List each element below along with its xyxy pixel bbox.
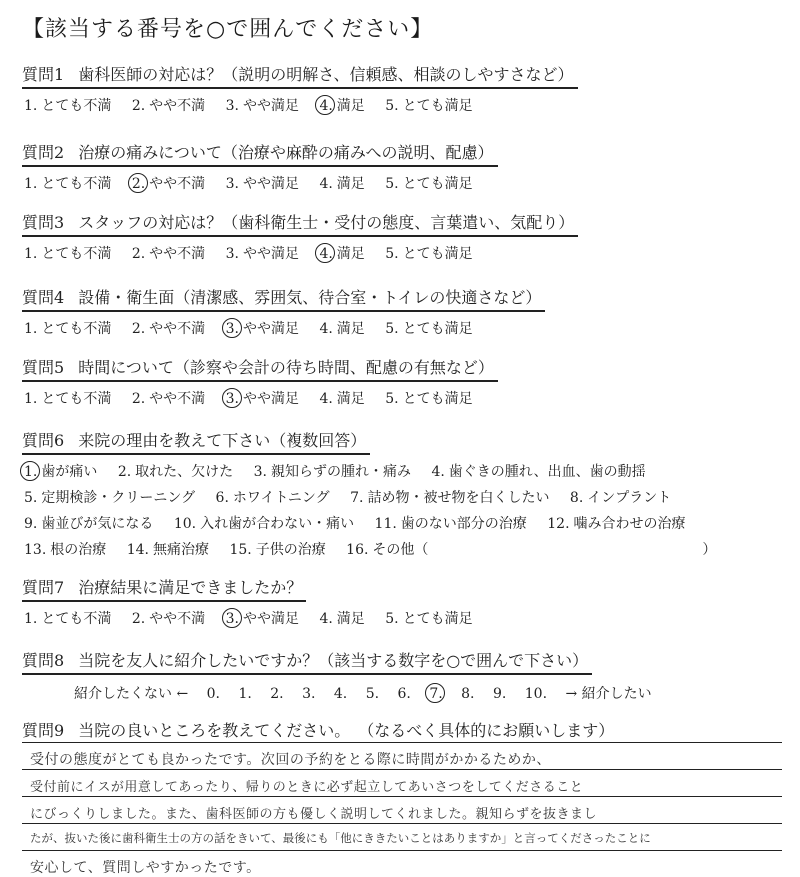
option-1[interactable]: 1. とても不満 — [24, 176, 112, 192]
reason-row — [24, 513, 716, 533]
reason-7[interactable]: 7. 詰め物・被せ物を白くしたい — [350, 490, 550, 506]
option-1[interactable]: 1. とても不満 — [24, 321, 112, 337]
reason-2[interactable]: 2. 取れた、欠けた — [117, 464, 234, 480]
scale-5[interactable]: 5. — [365, 686, 380, 702]
option-5[interactable]: 5. とても満足 — [385, 98, 473, 114]
option-4[interactable]: 4. 満足 — [319, 391, 365, 407]
reason-10[interactable]: 10. 入れ歯が合わない・痛い — [173, 516, 355, 532]
option-3-selected[interactable]: 3. やや満足 — [225, 321, 299, 337]
question-number: 質問8 — [22, 651, 65, 670]
option-2[interactable]: 2. やや不満 — [131, 98, 206, 114]
question-number: 質問4 — [22, 288, 65, 307]
question-2 — [22, 140, 498, 193]
question-number: 質問7 — [22, 578, 65, 597]
option-2[interactable]: 2. やや不満 — [131, 321, 206, 337]
reason-8[interactable]: 8. インプラント — [569, 490, 672, 506]
question-note: （なるべく具体的にお願いします） — [366, 721, 615, 740]
reason-13[interactable]: 13. 根の治療 — [24, 542, 107, 558]
reason-6[interactable]: 6. ホワイトニング — [215, 490, 330, 506]
question-title — [22, 648, 592, 675]
question-7 — [22, 575, 489, 628]
question-5 — [22, 355, 498, 408]
question-text: 治療の痛みについて（治療や麻酔の痛みへの説明、配慮） — [78, 143, 494, 162]
option-list — [22, 243, 578, 263]
scale-0[interactable]: 0. — [206, 686, 220, 702]
reason-16[interactable]: 16. その他（ — [346, 542, 429, 558]
reason-row — [24, 461, 716, 481]
reason-3[interactable]: 3. 親知らずの腫れ・痛み — [253, 464, 411, 480]
question-9 — [22, 718, 614, 741]
question-title — [22, 575, 306, 602]
reason-11[interactable]: 11. 歯のない部分の治療 — [374, 516, 527, 532]
handwritten-line: 受付前にイスが用意してあったり、帰りのときに必ず起立してあいさつをしてくださること — [22, 770, 782, 797]
scale-right-label: → 紹介したい — [565, 686, 652, 702]
reason-row — [24, 539, 716, 559]
scale-3[interactable]: 3. — [302, 686, 316, 702]
option-2-selected[interactable]: 2. やや不満 — [131, 176, 206, 192]
reason-5[interactable]: 5. 定期検診・クリーニング — [24, 490, 196, 506]
option-list — [22, 95, 578, 115]
option-1[interactable]: 1. とても不満 — [24, 391, 112, 407]
option-list — [22, 318, 545, 338]
question-number: 質問3 — [22, 213, 65, 232]
scale-7-selected[interactable]: 7. — [429, 686, 443, 702]
option-1[interactable]: 1. とても不満 — [24, 246, 112, 262]
handwritten-line: 受付の態度がとても良かったです。次回の予約をとる際に時間がかかるためか、 — [22, 742, 782, 770]
question-3 — [22, 210, 578, 263]
option-1[interactable]: 1. とても不満 — [24, 611, 112, 627]
question-number: 質問1 — [22, 65, 65, 84]
option-4-selected[interactable]: 4. 満足 — [319, 98, 365, 114]
question-number: 質問5 — [22, 358, 65, 377]
option-1[interactable]: 1. とても不満 — [24, 98, 112, 114]
option-5[interactable]: 5. とても満足 — [385, 321, 473, 337]
reason-15[interactable]: 15. 子供の治療 — [229, 542, 326, 558]
option-5[interactable]: 5. とても満足 — [385, 611, 473, 627]
reason-1-selected[interactable]: 1. 歯が痛い — [24, 464, 98, 480]
option-5[interactable]: 5. とても満足 — [385, 176, 473, 192]
option-2[interactable]: 2. やや不満 — [131, 246, 206, 262]
handwritten-line: 安心して、質問しやすかったです。 — [30, 860, 261, 876]
option-4-selected[interactable]: 4. 満足 — [319, 246, 365, 262]
question-number: 質問9 — [22, 721, 65, 740]
scale-8[interactable]: 8. — [461, 686, 475, 702]
option-4[interactable]: 4. 満足 — [319, 176, 365, 192]
option-4[interactable]: 4. 満足 — [319, 611, 365, 627]
question-title — [22, 285, 545, 312]
option-5[interactable]: 5. とても満足 — [385, 246, 473, 262]
option-3-selected[interactable]: 3. やや満足 — [225, 611, 299, 627]
recommend-scale — [22, 683, 666, 703]
question-text: 歯科医師の対応は？（説明の明解さ、信頼感、相談のしやすさなど） — [78, 65, 574, 84]
question-text: 治療結果に満足できましたか？ — [78, 578, 303, 597]
option-list — [22, 388, 498, 408]
option-3-selected[interactable]: 3. やや満足 — [225, 391, 299, 407]
scale-2[interactable]: 2. — [270, 686, 284, 702]
reason-grid — [22, 461, 716, 559]
scale-1[interactable]: 1. — [238, 686, 252, 702]
handwritten-line: にびっくりしました。また、歯科医師の方も優しく説明してくれました。親知らずを抜きまし — [22, 797, 782, 824]
question-text: 当院の良いところを教えてください。 — [78, 721, 351, 740]
question-text: 来院の理由を教えて下さい（複数回答） — [78, 431, 367, 450]
question-1 — [22, 62, 578, 115]
option-3[interactable]: 3. やや満足 — [225, 98, 299, 114]
question-4 — [22, 285, 545, 338]
reason-14[interactable]: 14. 無痛治療 — [126, 542, 209, 558]
reason-row — [24, 487, 716, 507]
question-title — [22, 718, 614, 741]
scale-6[interactable]: 6. — [397, 686, 411, 702]
question-text: スタッフの対応は？（歯科衛生士・受付の態度、言葉遣い、気配り） — [78, 213, 575, 232]
option-2[interactable]: 2. やや不満 — [131, 391, 206, 407]
option-5[interactable]: 5. とても満足 — [385, 391, 473, 407]
handwritten-line: たが、抜いた後に歯科衛生士の方の話をきいて、最後にも「他にききたいことはありますか」と言ってくださったことに — [22, 824, 782, 851]
scale-4[interactable]: 4. — [333, 686, 348, 702]
question-text: 当院を友人に紹介したいですか？（該当する数字を○で囲んで下さい） — [78, 651, 589, 670]
question-title — [22, 62, 578, 89]
question-8 — [22, 648, 666, 703]
option-list — [22, 173, 498, 193]
question-text: 設備・衛生面（清潔感、雰囲気、待合室・トイレの快適さなど） — [78, 288, 542, 307]
question-text: 時間について（診察や会計の待ち時間、配慮の有無など） — [78, 358, 494, 377]
option-3[interactable]: 3. やや満足 — [225, 246, 299, 262]
reason-4[interactable]: 4. 歯ぐきの腫れ、出血、歯の動揺 — [431, 464, 646, 480]
question-6 — [22, 428, 716, 565]
other-close-paren: ） — [702, 542, 717, 558]
question-title — [22, 140, 498, 167]
question-number: 質問2 — [22, 143, 65, 162]
free-answer-area[interactable] — [22, 742, 782, 877]
option-4[interactable]: 4. 満足 — [319, 321, 365, 337]
scale-9[interactable]: 9. — [492, 686, 507, 702]
option-3[interactable]: 3. やや満足 — [225, 176, 299, 192]
page-title: 【該当する番号を○で囲んでください】 — [22, 17, 434, 42]
reason-9[interactable]: 9. 歯並びが気になる — [24, 516, 154, 532]
reason-12[interactable]: 12. 噛み合わせの治療 — [547, 516, 686, 532]
option-2[interactable]: 2. やや不満 — [131, 611, 206, 627]
scale-10[interactable]: 10. — [524, 686, 548, 702]
option-list — [22, 608, 489, 628]
question-title — [22, 428, 370, 455]
question-title — [22, 355, 498, 382]
scale-left-label: 紹介したくない ← — [74, 686, 189, 702]
question-title — [22, 210, 578, 237]
question-number: 質問6 — [22, 431, 65, 450]
